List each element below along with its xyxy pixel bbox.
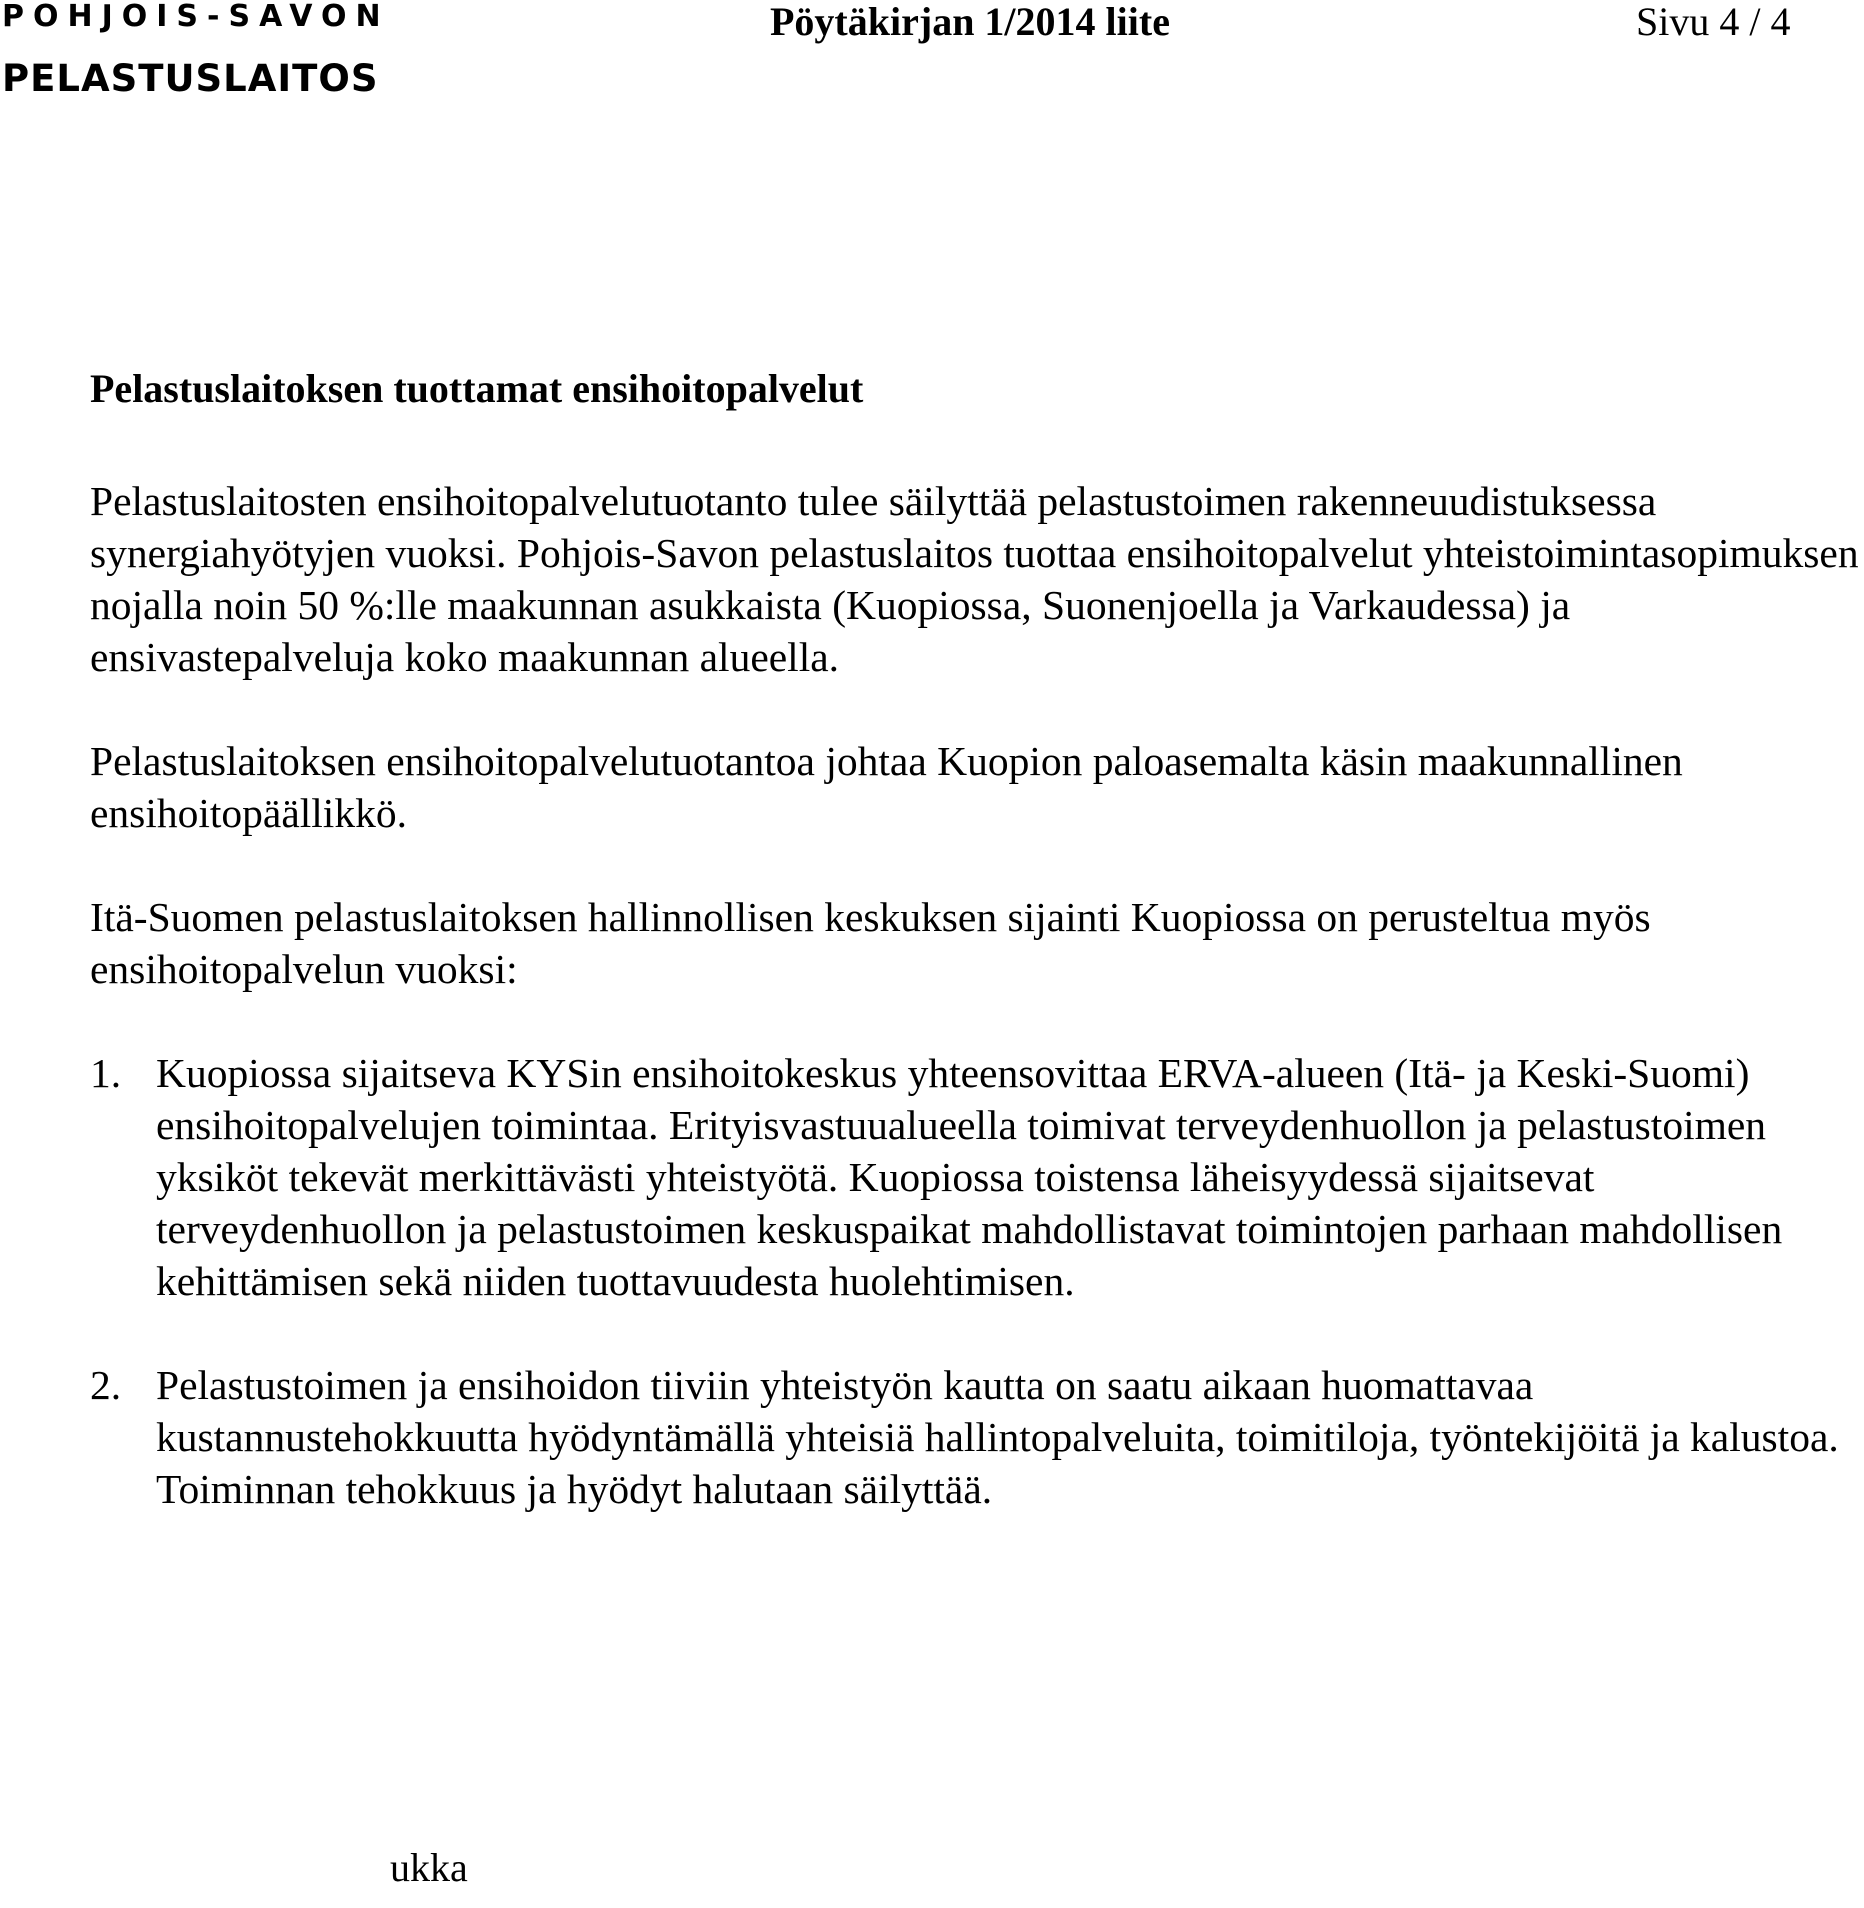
numbered-list <box>90 1047 1862 1515</box>
document-title: Pöytäkirjan 1/2014 liite <box>770 0 1170 44</box>
logo-line-1: POHJOIS-SAVON <box>2 0 390 34</box>
page-number: Sivu 4 / 4 <box>1636 0 1791 44</box>
footer-text-fragment: ukka <box>390 1845 468 1890</box>
list-item-text: Kuopiossa sijaitseva KYSin ensihoitokeskus yhteensovittaa ERVA-alueen (Itä- ja Keski-Suomi) ensihoitopalvelujen toimintaa. Erityisvastuualueella toimivat terveydenhuollon ja pelastustoimen yksiköt tekevät merkittävästi yhteistyötä. Kuopiossa toistensa läheisyydessä sijaitsevat terveydenhuollon ja pelastustoimen keskuspaikat mahdollistavat toimintojen parhaan mahdollisen kehittämisen sekä niiden tuottavuudesta huolehtimisen. <box>156 1050 1783 1304</box>
main-content <box>90 365 1862 1567</box>
logo-line-2: PELASTUSLAITOS <box>2 57 379 100</box>
paragraph-2: Pelastuslaitoksen ensihoitopalvelutuotantoa johtaa Kuopion paloasemalta käsin maakunnallinen ensihoitopäällikkö. <box>90 738 1683 836</box>
paragraph-1: Pelastuslaitosten ensihoitopalvelutuotanto tulee säilyttää pelastustoimen rakenneuudistuksessa synergiahyötyjen vuoksi. Pohjois-Savon pelastuslaitos tuottaa ensihoitopalvelut yhteistoimintasopimuksen nojalla noin 50 %:lle maakunnan asukkaista (Kuopiossa, Suonenjoella ja Varkaudessa) ja ensivastepalveluja koko maakunnan alueella. <box>90 478 1859 680</box>
list-item-number: 2. <box>90 1362 122 1408</box>
list-item <box>90 1359 1862 1515</box>
list-item-number: 1. <box>90 1050 122 1096</box>
list-item-text: Pelastustoimen ja ensihoidon tiiviin yhteistyön kautta on saatu aikaan huomattavaa kustannustehokkuutta hyödyntämällä yhteisiä hallintopalveluita, toimitiloja, työntekijöitä ja kalustoa. Toiminnan tehokkuus ja hyödyt halutaan säilyttää. <box>156 1362 1839 1512</box>
organization-logo <box>2 0 390 100</box>
paragraph-3: Itä-Suomen pelastuslaitoksen hallinnollisen keskuksen sijainti Kuopiossa on perusteltua myös ensihoitopalvelun vuoksi: <box>90 894 1651 992</box>
list-item <box>90 1047 1862 1307</box>
section-heading: Pelastuslaitoksen tuottamat ensihoitopalvelut <box>90 366 864 411</box>
